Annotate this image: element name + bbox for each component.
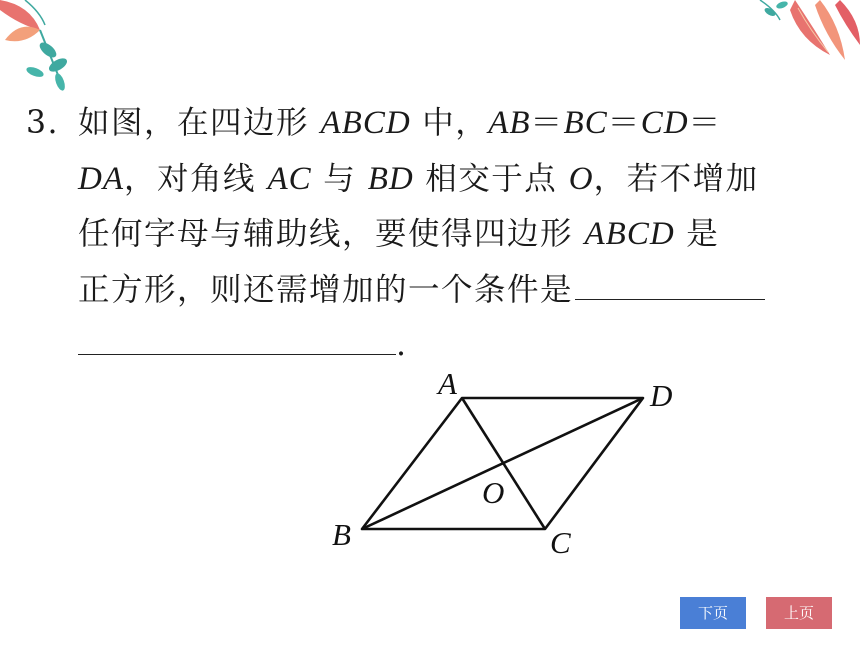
text-span: ＝ — [530, 105, 564, 141]
text-span: 相交于点 — [413, 160, 569, 197]
text-span: ＝ — [688, 105, 722, 141]
floral-decoration-top-left — [0, 0, 110, 95]
question-line-4 — [26, 263, 841, 319]
text-span: 正方形，则还需增加的一个条件是 — [78, 271, 574, 308]
math-label: ABCD — [584, 216, 675, 252]
math-label: AC — [267, 160, 312, 197]
text-span: ＝ — [607, 105, 641, 141]
text-span: 如图，在四边形 — [78, 105, 321, 141]
text-span: 是 — [674, 216, 720, 252]
math-label: DA — [78, 160, 124, 197]
text-span: 任何字母与辅助线，要使得四边形 — [78, 216, 585, 252]
math-label: BC — [563, 105, 608, 141]
point-label-O: O — [482, 475, 505, 510]
text-span: ，对角线 — [124, 160, 268, 197]
point-label-B: B — [332, 517, 351, 552]
math-label: ABCD — [320, 105, 411, 141]
answer-blank-part2[interactable] — [78, 326, 396, 355]
text-span: 中， — [410, 105, 489, 141]
math-label: O — [568, 160, 594, 197]
math-label: CD — [640, 105, 689, 141]
question-number: 3. — [26, 105, 60, 141]
text-span: 与 — [311, 160, 368, 197]
point-label-A: A — [438, 366, 457, 401]
text-span: ，若不增加 — [593, 160, 759, 197]
question-line-2 — [26, 152, 841, 208]
point-label-C: C — [550, 525, 571, 560]
question-line-3 — [26, 207, 841, 263]
rhombus-figure — [320, 360, 700, 570]
answer-blank-part1[interactable] — [575, 271, 765, 300]
prev-page-button[interactable]: 上页 — [766, 597, 832, 629]
math-label: AB — [488, 105, 531, 141]
math-label: BD — [367, 160, 414, 197]
question-text — [26, 96, 841, 374]
next-page-button[interactable]: 下页 — [680, 597, 746, 629]
question-line-1 — [26, 96, 841, 152]
floral-decoration-top-right — [720, 0, 860, 70]
point-label-D: D — [650, 378, 673, 413]
end-period: . — [396, 327, 408, 363]
